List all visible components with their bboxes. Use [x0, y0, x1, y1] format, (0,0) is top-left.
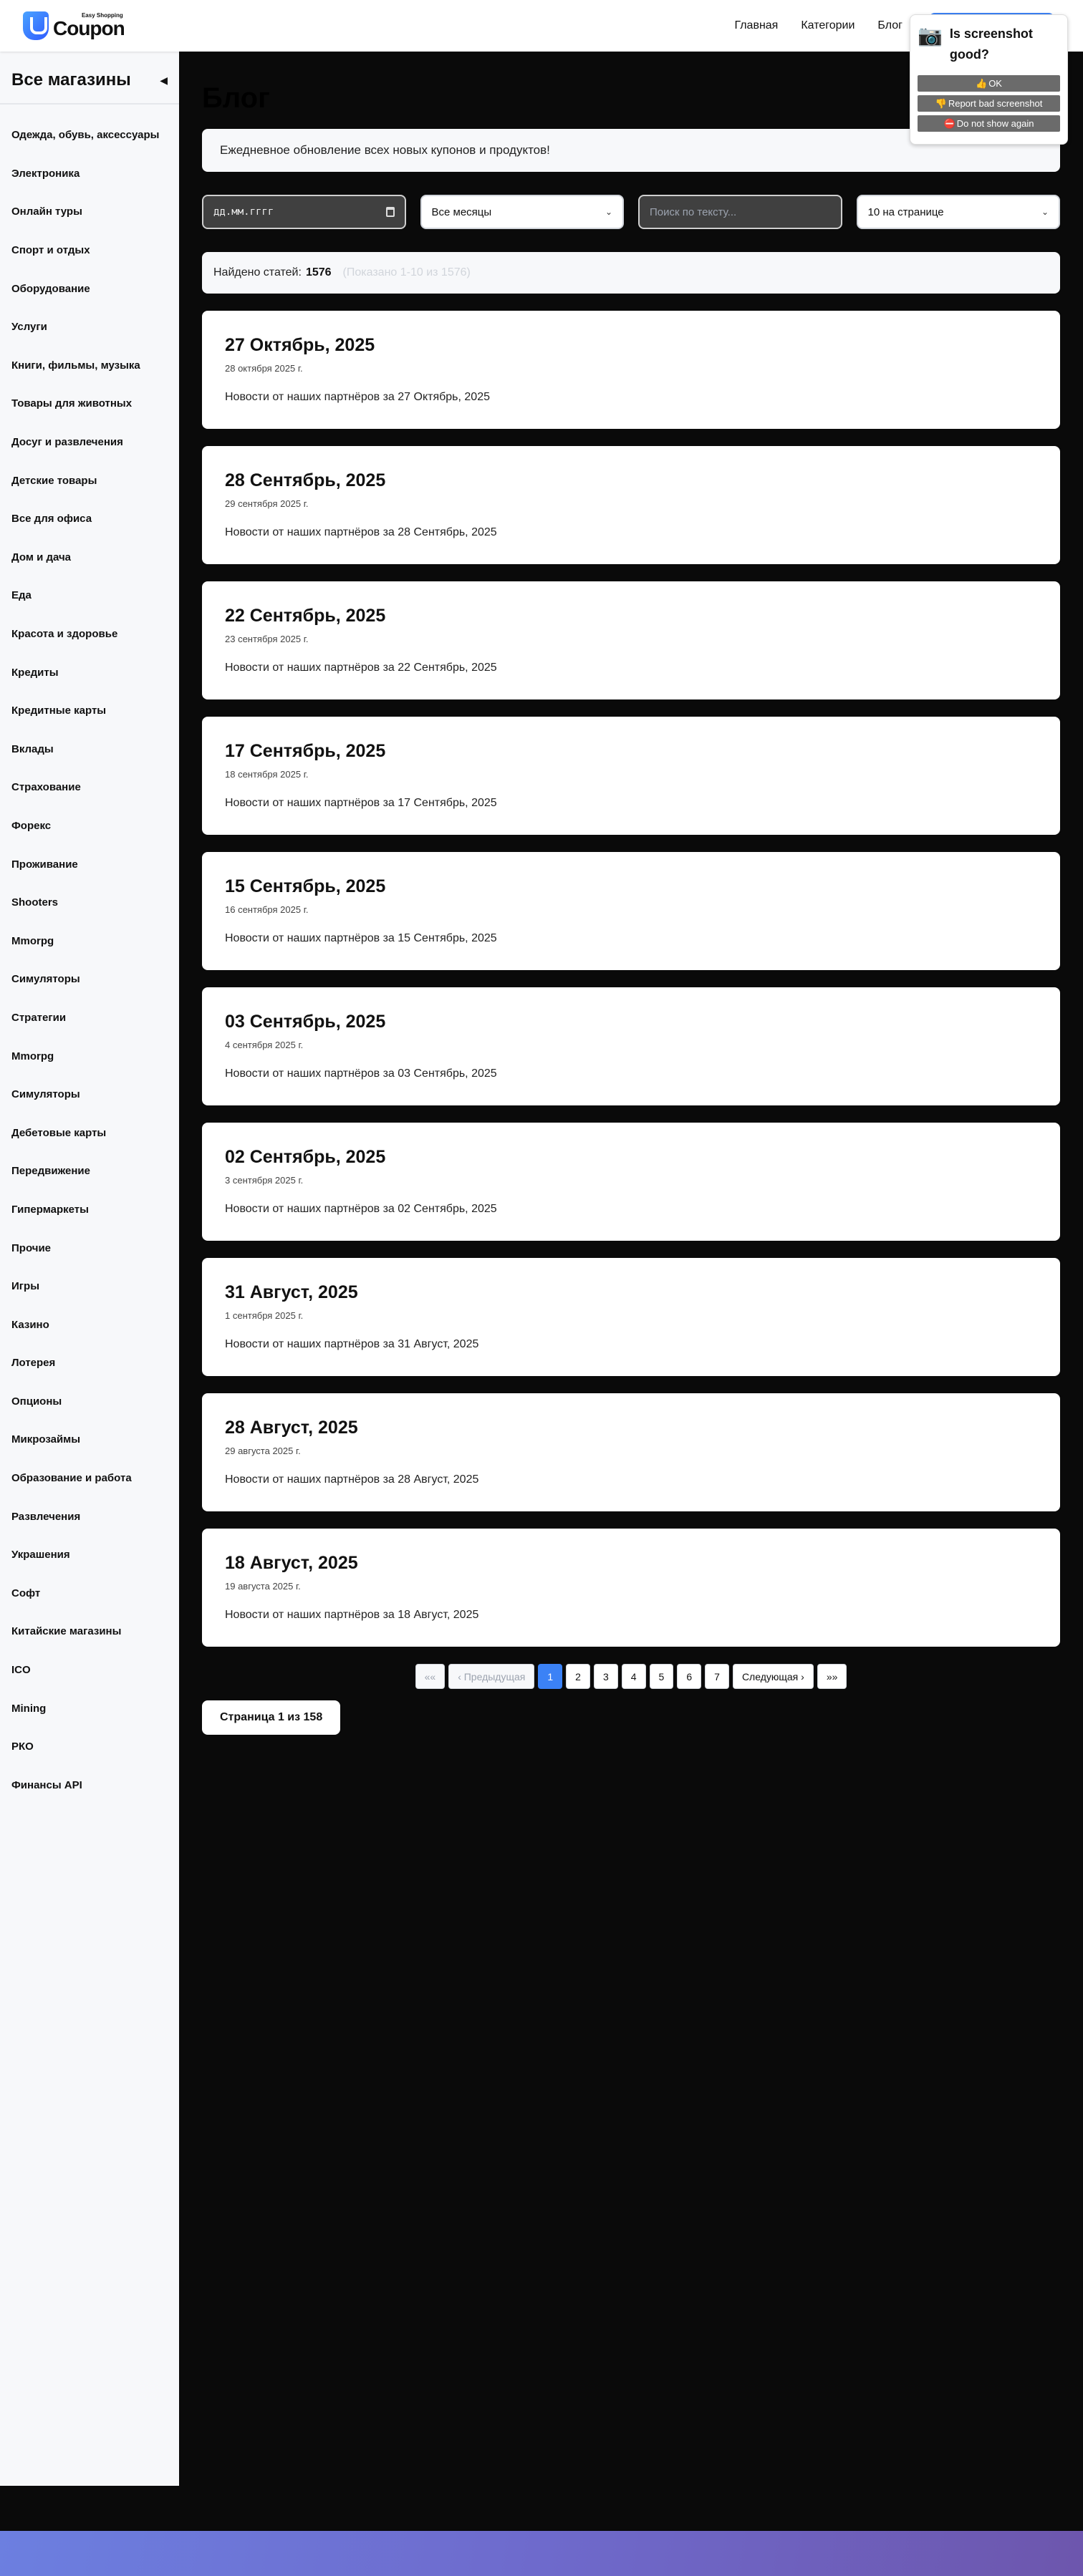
post-card[interactable]	[202, 311, 1060, 429]
date-input[interactable]	[202, 195, 406, 229]
first-page-button[interactable]: ««	[415, 1664, 446, 1689]
search-placeholder: Поиск по тексту...	[650, 205, 737, 218]
post-title[interactable]: 17 Сентябрь, 2025	[225, 741, 386, 761]
sidebar-item[interactable]: РКО	[11, 1740, 34, 1753]
sidebar-item[interactable]: Онлайн туры	[11, 205, 82, 218]
sidebar-item[interactable]: Книги, фильмы, музыка	[11, 359, 140, 372]
post-title[interactable]: 22 Сентябрь, 2025	[225, 606, 386, 626]
page-button-4[interactable]: 4	[622, 1664, 646, 1689]
sidebar-item[interactable]: Досуг и развлечения	[11, 436, 123, 449]
post-date: 4 сентября 2025 г.	[225, 1040, 304, 1050]
page-button-2[interactable]: 2	[566, 1664, 590, 1689]
logo-name: Coupon	[53, 17, 125, 39]
results-label: Найдено статей:	[213, 266, 302, 279]
per-page-select[interactable]	[857, 195, 1061, 229]
post-card[interactable]	[202, 1258, 1060, 1376]
post-title[interactable]: 15 Сентябрь, 2025	[225, 876, 386, 896]
thumbs-down-icon: 👎	[935, 97, 947, 109]
post-excerpt: Новости от наших партнёров за 02 Сентябрь, 2025	[225, 1203, 497, 1215]
per-page-value: 10 на странице	[867, 205, 944, 218]
post-card[interactable]	[202, 852, 1060, 970]
sidebar-item[interactable]: Красота и здоровье	[11, 628, 118, 641]
collapse-arrow-icon[interactable]: ◀	[160, 74, 168, 86]
post-date: 23 сентября 2025 г.	[225, 634, 309, 644]
sidebar-item[interactable]: Игры	[11, 1280, 40, 1293]
chevron-down-icon: ⌄	[1041, 207, 1049, 217]
sidebar-item[interactable]: Mmorpg	[11, 1050, 54, 1062]
post-excerpt: Новости от наших партнёров за 17 Сентябрь, 2025	[225, 797, 497, 809]
sidebar-item[interactable]: Вклады	[11, 742, 54, 755]
sidebar-item[interactable]: Микрозаймы	[11, 1433, 81, 1446]
sidebar-item[interactable]: Детские товары	[11, 474, 97, 487]
post-date: 16 сентября 2025 г.	[225, 904, 309, 915]
post-title[interactable]: 03 Сентябрь, 2025	[225, 1012, 386, 1032]
post-date: 19 августа 2025 г.	[225, 1581, 301, 1592]
sidebar-item[interactable]: Страхование	[11, 781, 81, 794]
sidebar-item[interactable]: Украшения	[11, 1549, 70, 1561]
report-bad-screenshot-button[interactable]	[918, 95, 1060, 112]
sidebar-item[interactable]: Стратегии	[11, 1011, 67, 1024]
ok-button-label: OK	[988, 78, 1002, 89]
post-excerpt: Новости от наших партнёров за 28 Сентябрь, 2025	[225, 526, 497, 538]
sidebar-item[interactable]: Передвижение	[11, 1165, 90, 1178]
post-title[interactable]: 27 Октябрь, 2025	[225, 335, 375, 355]
sidebar-item[interactable]: Одежда, обувь, аксессуары	[11, 129, 160, 142]
logo-tagline: Easy Shopping	[81, 12, 123, 19]
post-date: 29 сентября 2025 г.	[225, 498, 309, 509]
date-placeholder: дд.мм.гггг	[213, 206, 274, 218]
sidebar-item[interactable]: Казино	[11, 1318, 49, 1331]
sidebar-item[interactable]: ICO	[11, 1664, 31, 1677]
post-title[interactable]: 28 Август, 2025	[225, 1418, 358, 1438]
sidebar-item[interactable]: Все для офиса	[11, 513, 92, 526]
sidebar-item[interactable]: Товары для животных	[11, 397, 133, 410]
post-date: 28 октября 2025 г.	[225, 363, 303, 374]
post-card[interactable]	[202, 1123, 1060, 1241]
post-card[interactable]	[202, 1393, 1060, 1511]
sidebar-item[interactable]: Опционы	[11, 1395, 62, 1408]
page-button-5[interactable]: 5	[650, 1664, 674, 1689]
filter-bar	[202, 195, 1060, 229]
sidebar	[0, 52, 179, 2486]
last-page-button[interactable]: »»	[817, 1664, 847, 1689]
report-button-label: Report bad screenshot	[948, 98, 1043, 109]
sidebar-item[interactable]: Дом и дача	[11, 551, 72, 563]
chevron-down-icon: ⌄	[605, 207, 612, 217]
sidebar-item[interactable]: Спорт и отдых	[11, 244, 90, 257]
sidebar-item[interactable]: Образование и работа	[11, 1472, 132, 1485]
sidebar-item[interactable]: Кредиты	[11, 666, 59, 679]
main-nav	[734, 19, 902, 32]
do-not-show-label: Do not show again	[956, 118, 1034, 129]
calendar-icon[interactable]	[386, 207, 395, 217]
info-banner: Ежедневное обновление всех новых купонов и продуктов!	[202, 129, 1060, 172]
pagination	[202, 1664, 1060, 1689]
stop-sign-icon: ⛔	[943, 117, 956, 129]
nav-categories[interactable]: Категории	[801, 19, 855, 32]
post-excerpt: Новости от наших партнёров за 15 Сентябрь, 2025	[225, 932, 497, 944]
sidebar-title: Все магазины	[11, 70, 131, 89]
sidebar-category-list	[0, 105, 179, 1804]
prev-page-button[interactable]: ‹ Предыдущая	[448, 1664, 534, 1689]
post-excerpt: Новости от наших партнёров за 31 Август, 2025	[225, 1338, 479, 1350]
nav-home[interactable]: Главная	[734, 19, 779, 32]
sidebar-item[interactable]: Гипермаркеты	[11, 1203, 89, 1216]
post-card[interactable]	[202, 987, 1060, 1105]
next-page-button[interactable]: Следующая ›	[733, 1664, 814, 1689]
sidebar-item[interactable]: Услуги	[11, 321, 47, 334]
month-select[interactable]	[420, 195, 625, 229]
post-card[interactable]	[202, 581, 1060, 699]
page-title: Блог	[202, 82, 270, 114]
footer-gradient-band	[0, 2531, 1083, 2576]
post-excerpt: Новости от наших партнёров за 18 Август, 2025	[225, 1609, 479, 1621]
post-card[interactable]	[202, 717, 1060, 835]
post-card[interactable]	[202, 446, 1060, 564]
sidebar-item[interactable]: Лотерея	[11, 1357, 56, 1370]
sidebar-header	[0, 52, 179, 105]
post-card[interactable]	[202, 1529, 1060, 1647]
screenshot-feedback-popup	[910, 14, 1068, 145]
post-title[interactable]: 18 Август, 2025	[225, 1553, 358, 1573]
sidebar-item[interactable]: Развлечения	[11, 1510, 81, 1523]
sidebar-item[interactable]: Еда	[11, 589, 32, 602]
post-list	[202, 311, 1060, 1647]
post-title[interactable]: 28 Сентябрь, 2025	[225, 470, 386, 490]
popup-title: Is screenshot good?	[949, 26, 1033, 62]
sidebar-item[interactable]: Дебетовые карты	[11, 1126, 107, 1139]
sidebar-item[interactable]: Кредитные карты	[11, 704, 107, 717]
page-button-1[interactable]: 1	[538, 1664, 562, 1689]
page-indicator: Страница 1 из 158	[202, 1700, 340, 1735]
post-excerpt: Новости от наших партнёров за 03 Сентябрь, 2025	[225, 1067, 497, 1080]
sidebar-item[interactable]: Финансы API	[11, 1778, 82, 1791]
do-not-show-again-button[interactable]	[918, 115, 1060, 132]
post-date: 29 августа 2025 г.	[225, 1446, 301, 1456]
camera-icon: 📷	[918, 24, 943, 47]
page-button-3[interactable]: 3	[594, 1664, 618, 1689]
sidebar-item[interactable]: Симуляторы	[11, 973, 80, 986]
month-select-value: Все месяцы	[431, 205, 492, 218]
post-excerpt: Новости от наших партнёров за 22 Сентябрь, 2025	[225, 662, 497, 674]
nav-blog[interactable]: Блог	[877, 19, 902, 32]
sidebar-item[interactable]: Mmorpg	[11, 934, 54, 947]
post-date: 18 сентября 2025 г.	[225, 769, 309, 780]
post-date: 3 сентября 2025 г.	[225, 1175, 304, 1186]
results-count: 1576	[305, 266, 332, 279]
post-title[interactable]: 31 Август, 2025	[225, 1282, 358, 1302]
sidebar-item[interactable]: Электроника	[11, 167, 80, 180]
post-date: 1 сентября 2025 г.	[225, 1310, 304, 1321]
page-button-6[interactable]: 6	[677, 1664, 701, 1689]
sidebar-item[interactable]: Софт	[11, 1587, 41, 1599]
sidebar-item[interactable]: Прочие	[11, 1241, 52, 1254]
search-input[interactable]	[638, 195, 842, 229]
sidebar-item[interactable]: Проживание	[11, 858, 78, 871]
sidebar-item[interactable]: Китайские магазины	[11, 1625, 122, 1638]
main-content	[179, 52, 1083, 2486]
sidebar-item[interactable]: Оборудование	[11, 282, 90, 295]
post-excerpt: Новости от наших партнёров за 27 Октябрь, 2025	[225, 391, 490, 403]
post-excerpt: Новости от наших партнёров за 28 Август, 2025	[225, 1473, 479, 1486]
sidebar-item[interactable]: Симуляторы	[11, 1088, 80, 1101]
sidebar-item[interactable]: Форекс	[11, 819, 52, 832]
logo[interactable]	[23, 11, 125, 40]
ok-button[interactable]	[918, 75, 1060, 92]
sidebar-item[interactable]: Shooters	[11, 896, 59, 909]
results-summary	[202, 252, 1060, 294]
logo-shield-icon	[23, 11, 49, 40]
sidebar-item[interactable]: Mining	[11, 1702, 47, 1715]
results-shown: (Показано 1-10 из 1576)	[342, 266, 471, 279]
post-title[interactable]: 02 Сентябрь, 2025	[225, 1147, 386, 1167]
thumbs-up-icon: 👍	[976, 77, 988, 89]
page-button-7[interactable]: 7	[705, 1664, 729, 1689]
